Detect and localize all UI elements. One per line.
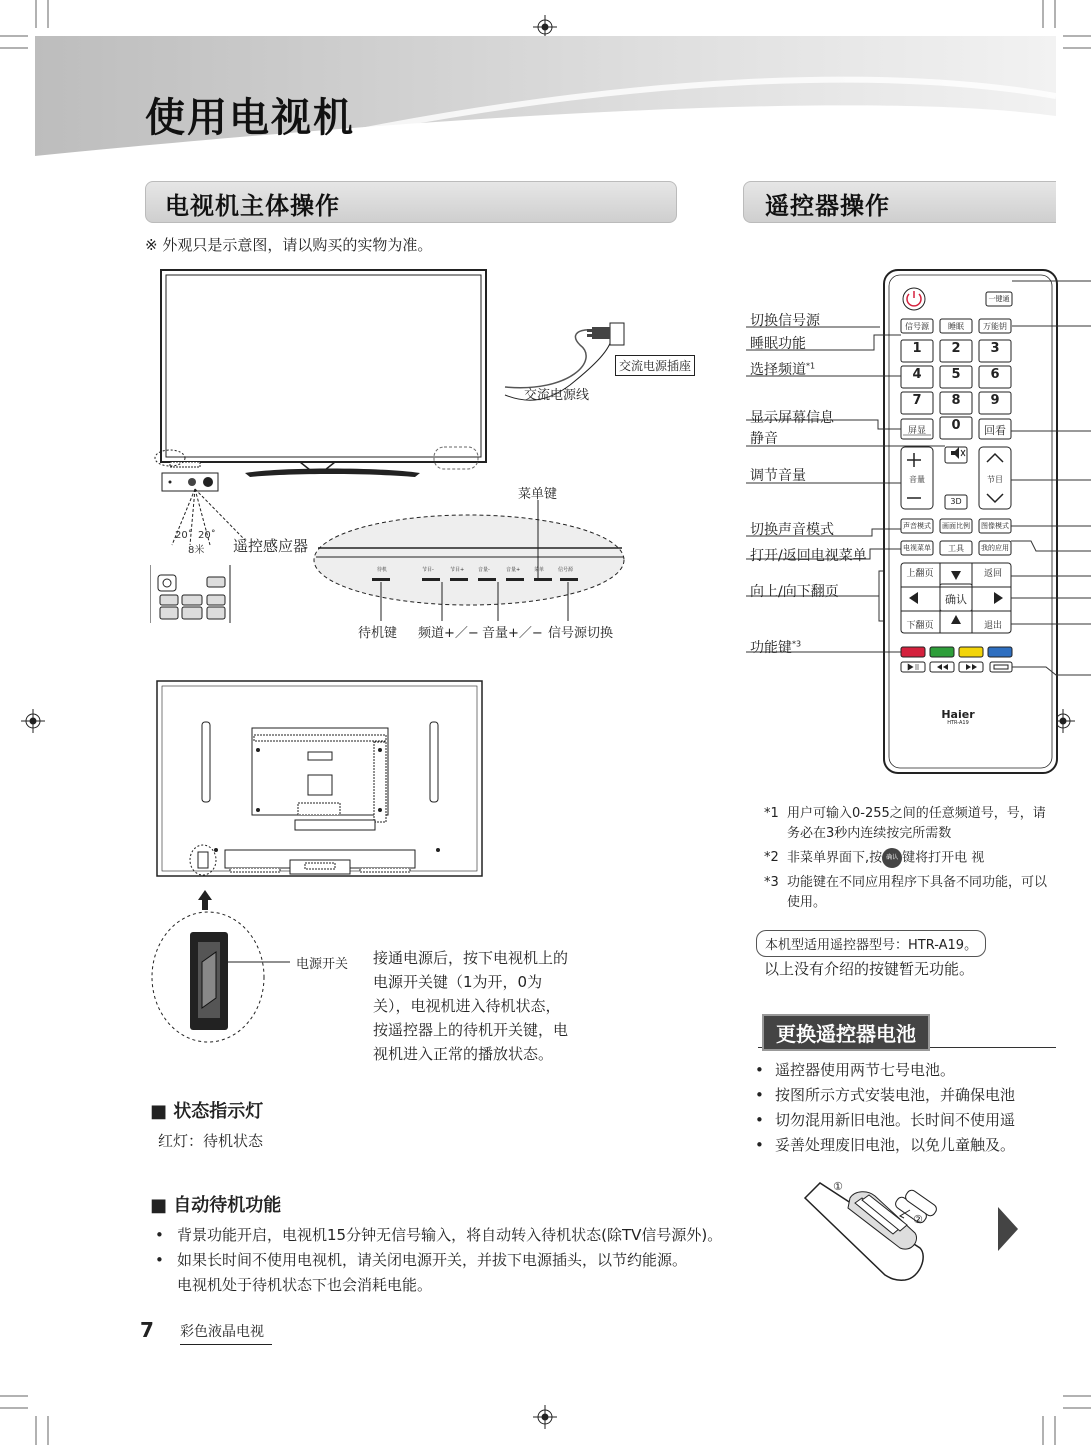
page-title: 使用电视机	[145, 95, 355, 141]
panel-tiny-label: 信号源	[558, 567, 574, 573]
key-label-volume: 音量+／−	[482, 626, 543, 641]
registration-mark-left	[21, 709, 45, 733]
exit-button[interactable]: 退出	[983, 621, 1002, 631]
page-up-button[interactable]: 上翻页	[906, 569, 934, 579]
power-cord-label: 交流电源线	[524, 388, 590, 403]
panel-key-tiny-labels	[372, 566, 612, 576]
digit-5-button[interactable]: 5	[951, 367, 961, 382]
universal-key-button[interactable]: 万能钥	[983, 322, 1007, 331]
footnote-1: *1 用户可输入0-255之间的任意频道号，号，请务必在3秒内连续按完所需数	[764, 806, 1046, 841]
tv-front-illustration	[150, 265, 690, 645]
volume-rocker[interactable]: 音量	[909, 475, 925, 484]
3d-button[interactable]: 3D	[950, 497, 962, 506]
key-label-standby: 待机键	[358, 626, 398, 641]
source-button[interactable]: 信号源	[905, 322, 929, 331]
battery-section-title: 更换遥控器电池	[762, 1014, 930, 1051]
disclaimer-note: ※ 外观只是示意图，请以购买的实物为准。	[145, 236, 433, 254]
one-touch-button[interactable]: 一键通	[988, 295, 1010, 303]
label-function-keys: 功能键$^{*3}$	[750, 639, 802, 656]
left-section-title: 电视机主体操作	[165, 192, 340, 220]
battery-replacement-illustration	[800, 1178, 960, 1288]
label-sound-mode: 切换声音模式	[750, 522, 834, 538]
battery-step-2: ②	[913, 1213, 923, 1226]
ok-button[interactable]: 确认	[945, 593, 967, 606]
recall-button[interactable]: 回看	[984, 424, 1006, 437]
power-switch-label: 电源开关	[296, 957, 349, 972]
key-label-source: 信号源切换	[548, 626, 614, 641]
digit-1-button[interactable]: 1	[912, 341, 922, 356]
digit-6-button[interactable]: 6	[990, 367, 1000, 382]
color-key-blue	[988, 647, 1012, 657]
battery-step-1: ①	[833, 1180, 843, 1193]
auto-standby-heading: ■ 自动待机功能	[150, 1195, 282, 1216]
footer-label: 彩色液晶电视	[180, 1321, 272, 1345]
panel-tiny-label: 节目-	[422, 567, 434, 573]
my-apps-button[interactable]: 我的应用	[981, 544, 1009, 552]
panel-tiny-label: 节目+	[450, 567, 465, 573]
remote-model-small: HTR-A19	[947, 720, 969, 726]
digit-9-button[interactable]: 9	[990, 393, 1000, 408]
status-heading: ■ 状态指示灯	[150, 1101, 264, 1122]
power-socket-label: 交流电源插座	[615, 355, 695, 376]
page-down-button[interactable]: 下翻页	[906, 621, 934, 631]
panel-tiny-label: 待机	[377, 567, 388, 573]
label-tv-menu: 打开/返回电视菜单	[750, 548, 867, 564]
panel-tiny-label: 音量+	[506, 567, 521, 573]
ok-key-icon: 确认	[882, 848, 902, 868]
footnote-3: *3 功能键在不同应用程序下具备不同功能，可以使用。	[764, 874, 1048, 910]
model-note: 本机型适用遥控器型号：HTR-A19。	[756, 930, 986, 957]
ir-sensor-label: 遥控感应器	[233, 537, 309, 555]
registration-mark-bottom	[533, 1405, 557, 1429]
tools-button[interactable]: 工具	[948, 544, 964, 553]
digit-4-button[interactable]: 4	[912, 367, 922, 382]
power-switch-description: 接通电源后，按下电视机上的电源开关键（1为开，0为关），电视机进入待机状态，按遥控器上的待机开关键，电视机进入正常的播放状态。	[373, 949, 569, 1063]
color-key-yellow	[959, 647, 983, 657]
label-page-flip: 向上/向下翻页	[750, 584, 839, 600]
channel-rocker[interactable]: 节目	[987, 475, 1003, 484]
list-item: • 遥控器使用两节七号电池。	[755, 1061, 956, 1079]
sleep-button[interactable]: 睡眠	[948, 322, 964, 331]
list-item: • 切勿混用新旧电池。长时间不使用遥	[755, 1111, 1016, 1129]
digit-0-button[interactable]: 0	[951, 418, 961, 433]
footnote-2: *2 非菜单界面下,按 确认 键将打开电 视	[764, 848, 1054, 869]
list-item: • 背景功能开启，电视机15分钟无信号输入，将自动转入待机状态(除TV信号源外)。	[155, 1226, 723, 1244]
list-item: • 妥善处理废旧电池，以免儿童触及。	[755, 1136, 1016, 1154]
label-switch-source: 切换信号源	[750, 313, 820, 329]
digit-2-button[interactable]: 2	[951, 341, 961, 356]
list-item: • 按图所示方式安装电池，并确保电池	[755, 1086, 1016, 1104]
distance-label: 8米	[188, 545, 205, 556]
panel-tiny-label: 菜单	[534, 567, 545, 573]
digit-3-button[interactable]: 3	[990, 341, 1000, 356]
angle-right: 20˚	[198, 530, 216, 541]
label-sleep: 睡眠功能	[750, 336, 806, 352]
color-key-red	[901, 647, 925, 657]
footnotes	[764, 804, 1054, 913]
battery-list	[755, 1058, 1055, 1158]
next-page-arrow-icon[interactable]	[996, 1205, 1020, 1253]
picture-mode-button[interactable]: 图像模式	[981, 522, 1009, 530]
screen-info-button[interactable]: 屏显	[907, 426, 926, 436]
tv-menu-button[interactable]: 电视菜单	[903, 544, 931, 552]
aspect-ratio-button[interactable]: 画面比例	[942, 522, 970, 530]
label-mute: 静音	[750, 431, 778, 447]
back-button[interactable]: 返回	[983, 569, 1002, 579]
menu-key-label: 菜单键	[518, 487, 558, 502]
model-subnote: 以上没有介绍的按键暂无功能。	[764, 960, 975, 978]
panel-tiny-label: 音量-	[478, 567, 490, 573]
key-label-channel: 频道+／−	[418, 626, 479, 641]
angle-left: 20˚	[175, 530, 193, 541]
color-key-green	[930, 647, 954, 657]
status-text: 红灯：待机状态	[158, 1132, 264, 1150]
label-volume: 调节音量	[750, 468, 806, 484]
auto-standby-list	[155, 1223, 755, 1298]
list-item: • 如果长时间不使用电视机，请关闭电源开关，并拔下电源插头，以节约能源。	[155, 1251, 688, 1269]
label-select-channel: 选择频道$^{*1}$	[750, 361, 816, 378]
page-number: 7	[140, 1318, 154, 1342]
list-item-tail: 电视机处于待机状态下也会消耗电能。	[177, 1276, 433, 1294]
brand-logo: Haier	[941, 708, 975, 721]
sound-mode-button[interactable]: 声音模式	[903, 522, 931, 530]
digit-8-button[interactable]: 8	[951, 393, 961, 408]
label-display-info: 显示屏幕信息	[750, 410, 834, 426]
right-section-title: 遥控器操作	[765, 192, 890, 220]
digit-7-button[interactable]: 7	[912, 393, 922, 408]
